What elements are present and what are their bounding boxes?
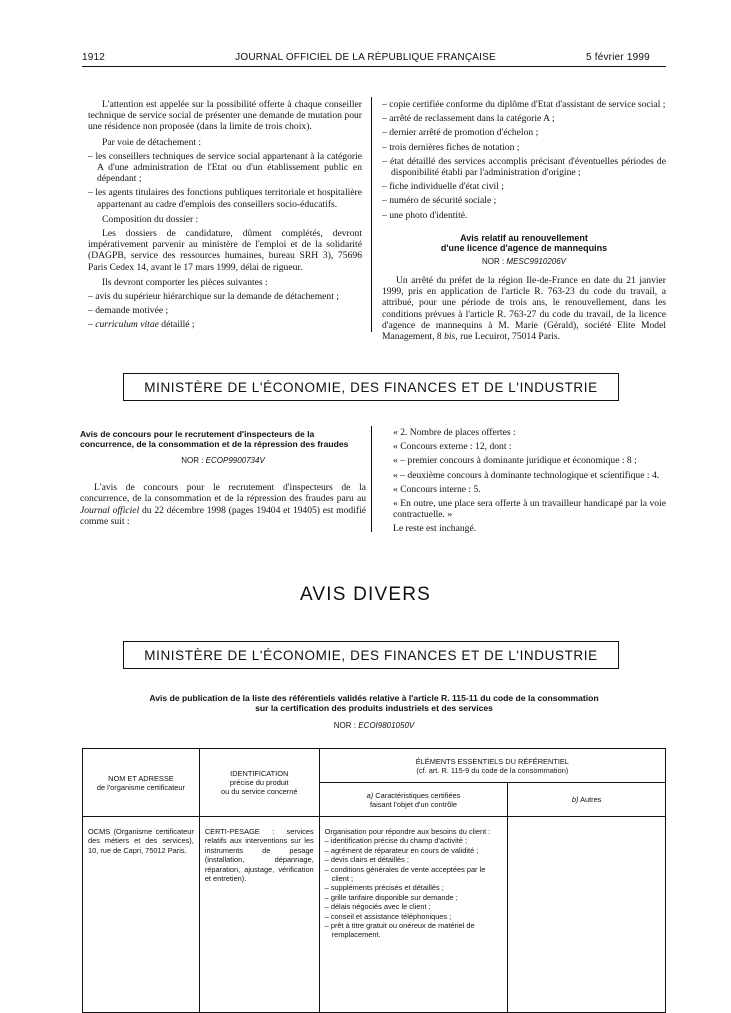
nor-reference: NOR : ECOP9900734V xyxy=(181,456,265,465)
paragraph: Un arrêté du préfet de la région Ile-de-France en date du 21 janvier 1999, pris en application de l'article R. 763-23 du code du travail, a attribué, pour une période de trois ans, le renouvellement, dans les conditions prévues à l'article R. 763-27 du code du travail, de la licence d'agence de mannequins à M. Marie (Gérald), société Elite Model Management, 8 bis, rue Lecuirot, 75014 Paris. xyxy=(382,275,666,343)
table-row xyxy=(83,817,666,1013)
header-rule xyxy=(82,66,666,67)
paragraph: « Concours externe : 12, dont : xyxy=(393,441,512,453)
issue-date: 5 février 1999 xyxy=(586,52,650,63)
column-header: NOM ET ADRESSE de l'organisme certificateur xyxy=(83,749,200,817)
paragraph: Ils devront comporter les pièces suivantes : xyxy=(102,276,268,288)
referentiels-table xyxy=(82,748,666,1013)
paragraph: « 2. Nombre de places offertes : xyxy=(393,427,516,438)
table-cell-organisme: OCMS (Organisme certificateur des métiers et des services), 10, rue de Capri, 75012 Paris. xyxy=(83,817,200,1013)
paragraph: « – deuxième concours à dominante technologique et scientifique : 4. xyxy=(393,469,660,481)
section1-right-column xyxy=(382,99,666,345)
column-divider xyxy=(371,426,372,532)
section-heading: AVIS DIVERS xyxy=(299,584,432,605)
list-item: – grille tarifaire disponible sur demande ; xyxy=(324,892,458,902)
sub-column-header: a) Caractéristiques certifiées faisant l'objet d'un contrôle xyxy=(319,783,508,817)
ministry-banner: MINISTÈRE DE L'ÉCONOMIE, DES FINANCES ET DE L'INDUSTRIE xyxy=(123,373,619,401)
list-item: – trois dernières fiches de notation ; xyxy=(382,141,520,153)
list-item: – dernier arrêté de promotion d'échelon ; xyxy=(382,127,539,139)
section1-left-column xyxy=(88,99,362,334)
paragraph: Les dossiers de candidature, dûment complétés, devront impérativement parvenir au ministère de l'emploi et de la solidarité (DAGPB, service des ressources humaines, bureau SRH 3), 75696 Paris Cedex 14, avant le 17 mars 1999, délai de rigueur. xyxy=(88,228,362,273)
list-item: – conditions générales de vente acceptées par le client ; xyxy=(324,864,486,884)
list-item: – fiche individuelle d'état civil ; xyxy=(382,181,504,193)
column-header: ÉLÉMENTS ESSENTIELS DU RÉFÉRENTIEL (cf. art. R. 115-9 du code de la consommation) xyxy=(319,749,665,783)
page-number: 1912 xyxy=(82,52,106,63)
table-cell-caracteristiques: Organisation pour répondre aux besoins du client : – identification précise du champ d'activité ; – agrément de réparateur en cours de validité ; – devis clairs et détaillés ; – conditions générales de vente acceptées par le client ; – suppléments précisés et détaillés ; – grille tarifaire disponible sur demande ; – délais négociés avec le client ; – conseil et assistance téléphoniques ; – prêt à titre gratuit ou onéreux de matériel de remplacement. xyxy=(319,817,508,1013)
list-item: – copie certifiée conforme du diplôme d'Etat d'assistant de service social ; xyxy=(382,99,666,110)
list-item: – avis du supérieur hiérarchique sur la demande de détachement ; xyxy=(88,291,339,303)
column-divider xyxy=(371,97,372,332)
list-item: – agrément de réparateur en cours de validité ; xyxy=(324,845,479,855)
journal-title: JOURNAL OFFICIEL DE LA RÉPUBLIQUE FRANÇAISE xyxy=(235,52,496,63)
notice-title: Avis de publication de la liste des référentiels validés relative à l'article R. 115-11 du code de la consommation sur la certification des produits industriels et des services xyxy=(149,693,599,713)
paragraph: Par voie de détachement : xyxy=(102,136,202,148)
section2-right-column xyxy=(393,427,666,538)
list-item: – conseil et assistance téléphoniques ; xyxy=(324,911,452,921)
list-item: – les conseillers techniques de service social appartenant à la catégorie A d'une administration de l'Etat ou d'un établissement public en dépendant ; xyxy=(88,150,362,185)
nor-reference: NOR : MESC9910206V xyxy=(481,256,567,266)
list-item: – arrêté de reclassement dans la catégorie A ; xyxy=(382,113,555,125)
paragraph: L'avis de concours pour le recrutement d'inspecteurs de la concurrence, de la consommation et de la répression des fraudes paru au Journal officiel du 22 décembre 1998 (pages 19404 et 19405) est modifié comme suit : xyxy=(80,482,366,527)
column-header: IDENTIFICATION précise du produit ou du service concerné xyxy=(199,749,319,817)
list-item: – demande motivée ; xyxy=(88,305,169,317)
section2-left-column xyxy=(80,429,366,530)
list-item: – délais négociés avec le client ; xyxy=(324,902,431,912)
banner-frame xyxy=(127,377,613,395)
paragraph: L'attention est appelée sur la possibilité offerte à chaque conseiller technique de service social de présenter une demande de mutation pour une résidence non proposée (dans la limite de trois choix). xyxy=(88,99,362,133)
criteria-list xyxy=(325,836,503,939)
paragraph: Composition du dossier : xyxy=(102,213,199,225)
notice-title: Avis de concours pour le recrutement d'inspecteurs de la concurrence, de la consommation et de la répression des fraudes xyxy=(80,429,349,449)
notice-title: Avis relatif au renouvellement d'une licence d'agence de mannequins xyxy=(440,232,608,254)
table-cell-autres xyxy=(508,817,666,1013)
list-item: – identification précise du champ d'activité ; xyxy=(324,836,467,846)
list-item: – suppléments précisés et détaillés ; xyxy=(324,883,444,893)
paragraph: « En outre, une place sera offerte à un travailleur handicapé par la voie contractuelle. » xyxy=(393,498,666,521)
list-item: – une photo d'identité. xyxy=(382,209,468,221)
list-item: – prêt à titre gratuit ou onéreux de matériel de remplacement. xyxy=(324,921,475,940)
list-item: – numéro de sécurité sociale ; xyxy=(382,195,497,207)
table-cell-identification: CERTI-PESAGE : services relatifs aux interventions sur les instruments de pesage (installation, dépannage, réparation, ajustage, vérification et entretien). xyxy=(199,817,319,1013)
nor-reference: NOR : ECOI9801050V xyxy=(333,721,415,730)
paragraph: « – premier concours à dominante juridique et économique : 8 ; xyxy=(393,455,637,467)
paragraph: « Concours interne : 5. xyxy=(393,483,481,495)
italic-text: curriculum vitae xyxy=(95,319,159,331)
list-item: – curriculum vitae détaillé ; xyxy=(88,319,195,331)
sub-column-header: b) Autres xyxy=(508,783,666,817)
list-item: – les agents titulaires des fonctions publiques territoriale et hospitalière appartenant au cadre d'emplois des conseillers socio-éducatifs. xyxy=(88,187,362,210)
list-item: – état détaillé des services accomplis précisant d'éventuelles périodes de disponibilité établi par l'administration d'origine ; xyxy=(382,155,666,179)
paragraph: Le reste est inchangé. xyxy=(393,523,477,535)
list-item: – devis clairs et détaillés ; xyxy=(324,855,409,865)
ministry-banner: MINISTÈRE DE L'ÉCONOMIE, DES FINANCES ET DE L'INDUSTRIE xyxy=(123,641,619,669)
